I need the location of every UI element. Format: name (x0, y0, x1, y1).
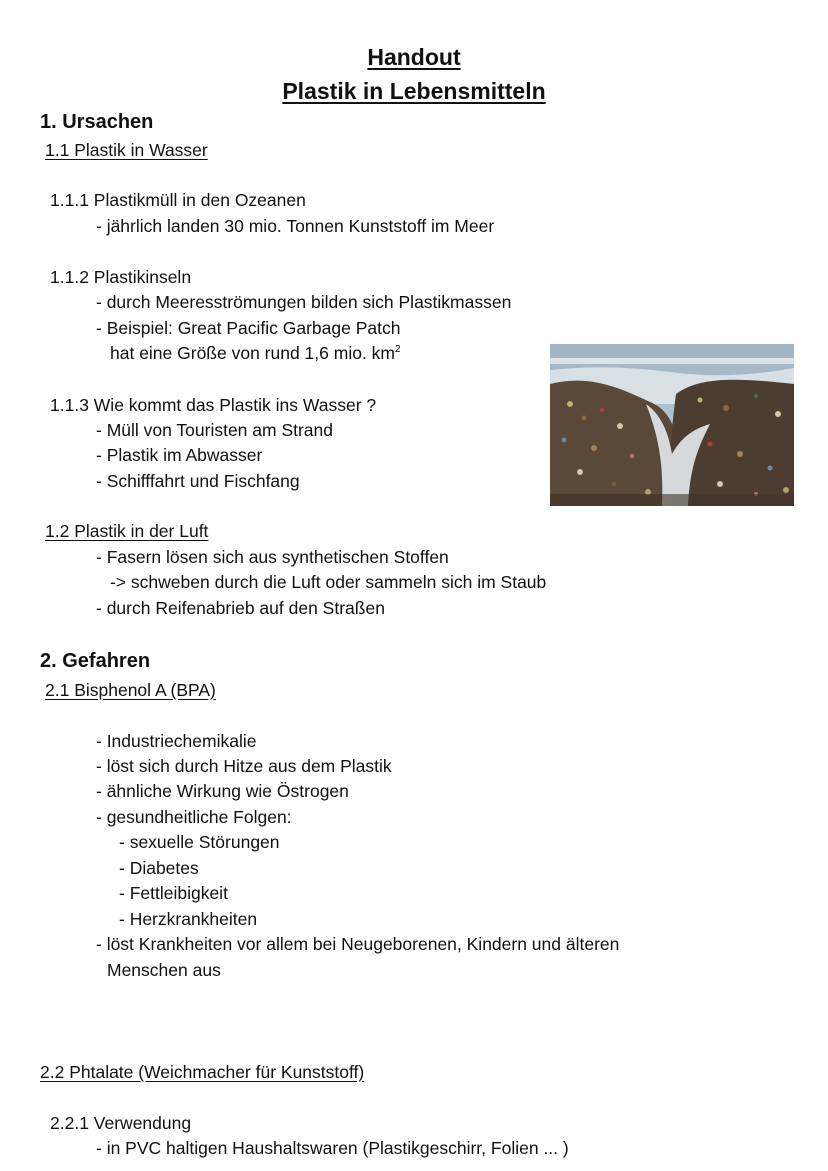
bullet-folgen: - gesundheitliche Folgen: (96, 807, 292, 827)
bullet-krankheiten-cont: Menschen aus (107, 960, 221, 980)
bullet-muell-touristen: - Müll von Touristen am Strand (96, 420, 334, 440)
bullet-schifffahrt: - Schifffahrt und Fischfang (96, 471, 300, 491)
heading-wie-ins-wasser: 1.1.3 Wie kommt das Plastik ins Wasser ? (50, 395, 377, 415)
heading-gefahren: 2. Gefahren (40, 650, 151, 672)
heading-plastik-in-wasser: 1.1 Plastik in Wasser (45, 140, 208, 160)
bullet-schweben: -> schweben durch die Luft oder sammeln sich im Staub (110, 572, 547, 592)
heading-plastikmuell-ozeane: 1.1.1 Plastikmüll in den Ozeanen (50, 190, 306, 210)
sub-bullet-diabetes: - Diabetes (119, 858, 199, 878)
bullet-industriechemikalie: - Industriechemikalie (96, 731, 257, 751)
bullet-meeresstroemungen: - durch Meeresströmungen bilden sich Plastikmassen (96, 292, 512, 312)
heading-bisphenol-a: 2.1 Bisphenol A (BPA) (45, 680, 216, 700)
sub-bullet-fettleibigkeit: - Fettleibigkeit (119, 883, 228, 903)
heading-plastik-in-luft: 1.2 Plastik in der Luft (45, 521, 209, 541)
heading-verwendung: 2.2.1 Verwendung (50, 1113, 192, 1133)
bullet-hitze: - löst sich durch Hitze aus dem Plastik (96, 756, 392, 776)
bullet-oestrogen: - ähnliche Wirkung wie Östrogen (96, 781, 349, 801)
heading-ursachen: 1. Ursachen (40, 111, 154, 133)
superscript-2: 2 (395, 344, 401, 355)
heading-plastikinseln: 1.1.2 Plastikinseln (50, 267, 192, 287)
bullet-pvc: - in PVC haltigen Haushaltswaren (Plastikgeschirr, Folien ... ) (96, 1138, 569, 1158)
bullet-garbage-patch: - Beispiel: Great Pacific Garbage Patch (96, 318, 401, 338)
bullet-abwasser: - Plastik im Abwasser (96, 445, 263, 465)
sub-bullet-herzkrankheiten: - Herzkrankheiten (119, 909, 258, 929)
bullet-groesse (110, 343, 401, 364)
bullet-krankheiten: - löst Krankheiten vor allem bei Neugeborenen, Kindern und älteren (96, 934, 620, 954)
heading-phtalate: 2.2 Phtalate (Weichmacher für Kunststoff) (40, 1062, 365, 1082)
bullet-reifenabrieb: - durch Reifenabrieb auf den Straßen (96, 598, 385, 618)
bullet-fasern: - Fasern lösen sich aus synthetischen Stoffen (96, 547, 449, 567)
title-topic: Plastik in Lebensmitteln (282, 78, 546, 104)
beach-plastic-photo (550, 344, 794, 506)
beach-plastic-photo-svg (550, 344, 794, 506)
bullet-30-mio-tonnen: - jährlich landen 30 mio. Tonnen Kunststoff im Meer (96, 216, 495, 236)
sub-bullet-stoerungen: - sexuelle Störungen (119, 832, 280, 852)
title-handout: Handout (367, 44, 461, 70)
groesse-text: hat eine Größe von rund 1,6 mio. km (110, 343, 395, 363)
